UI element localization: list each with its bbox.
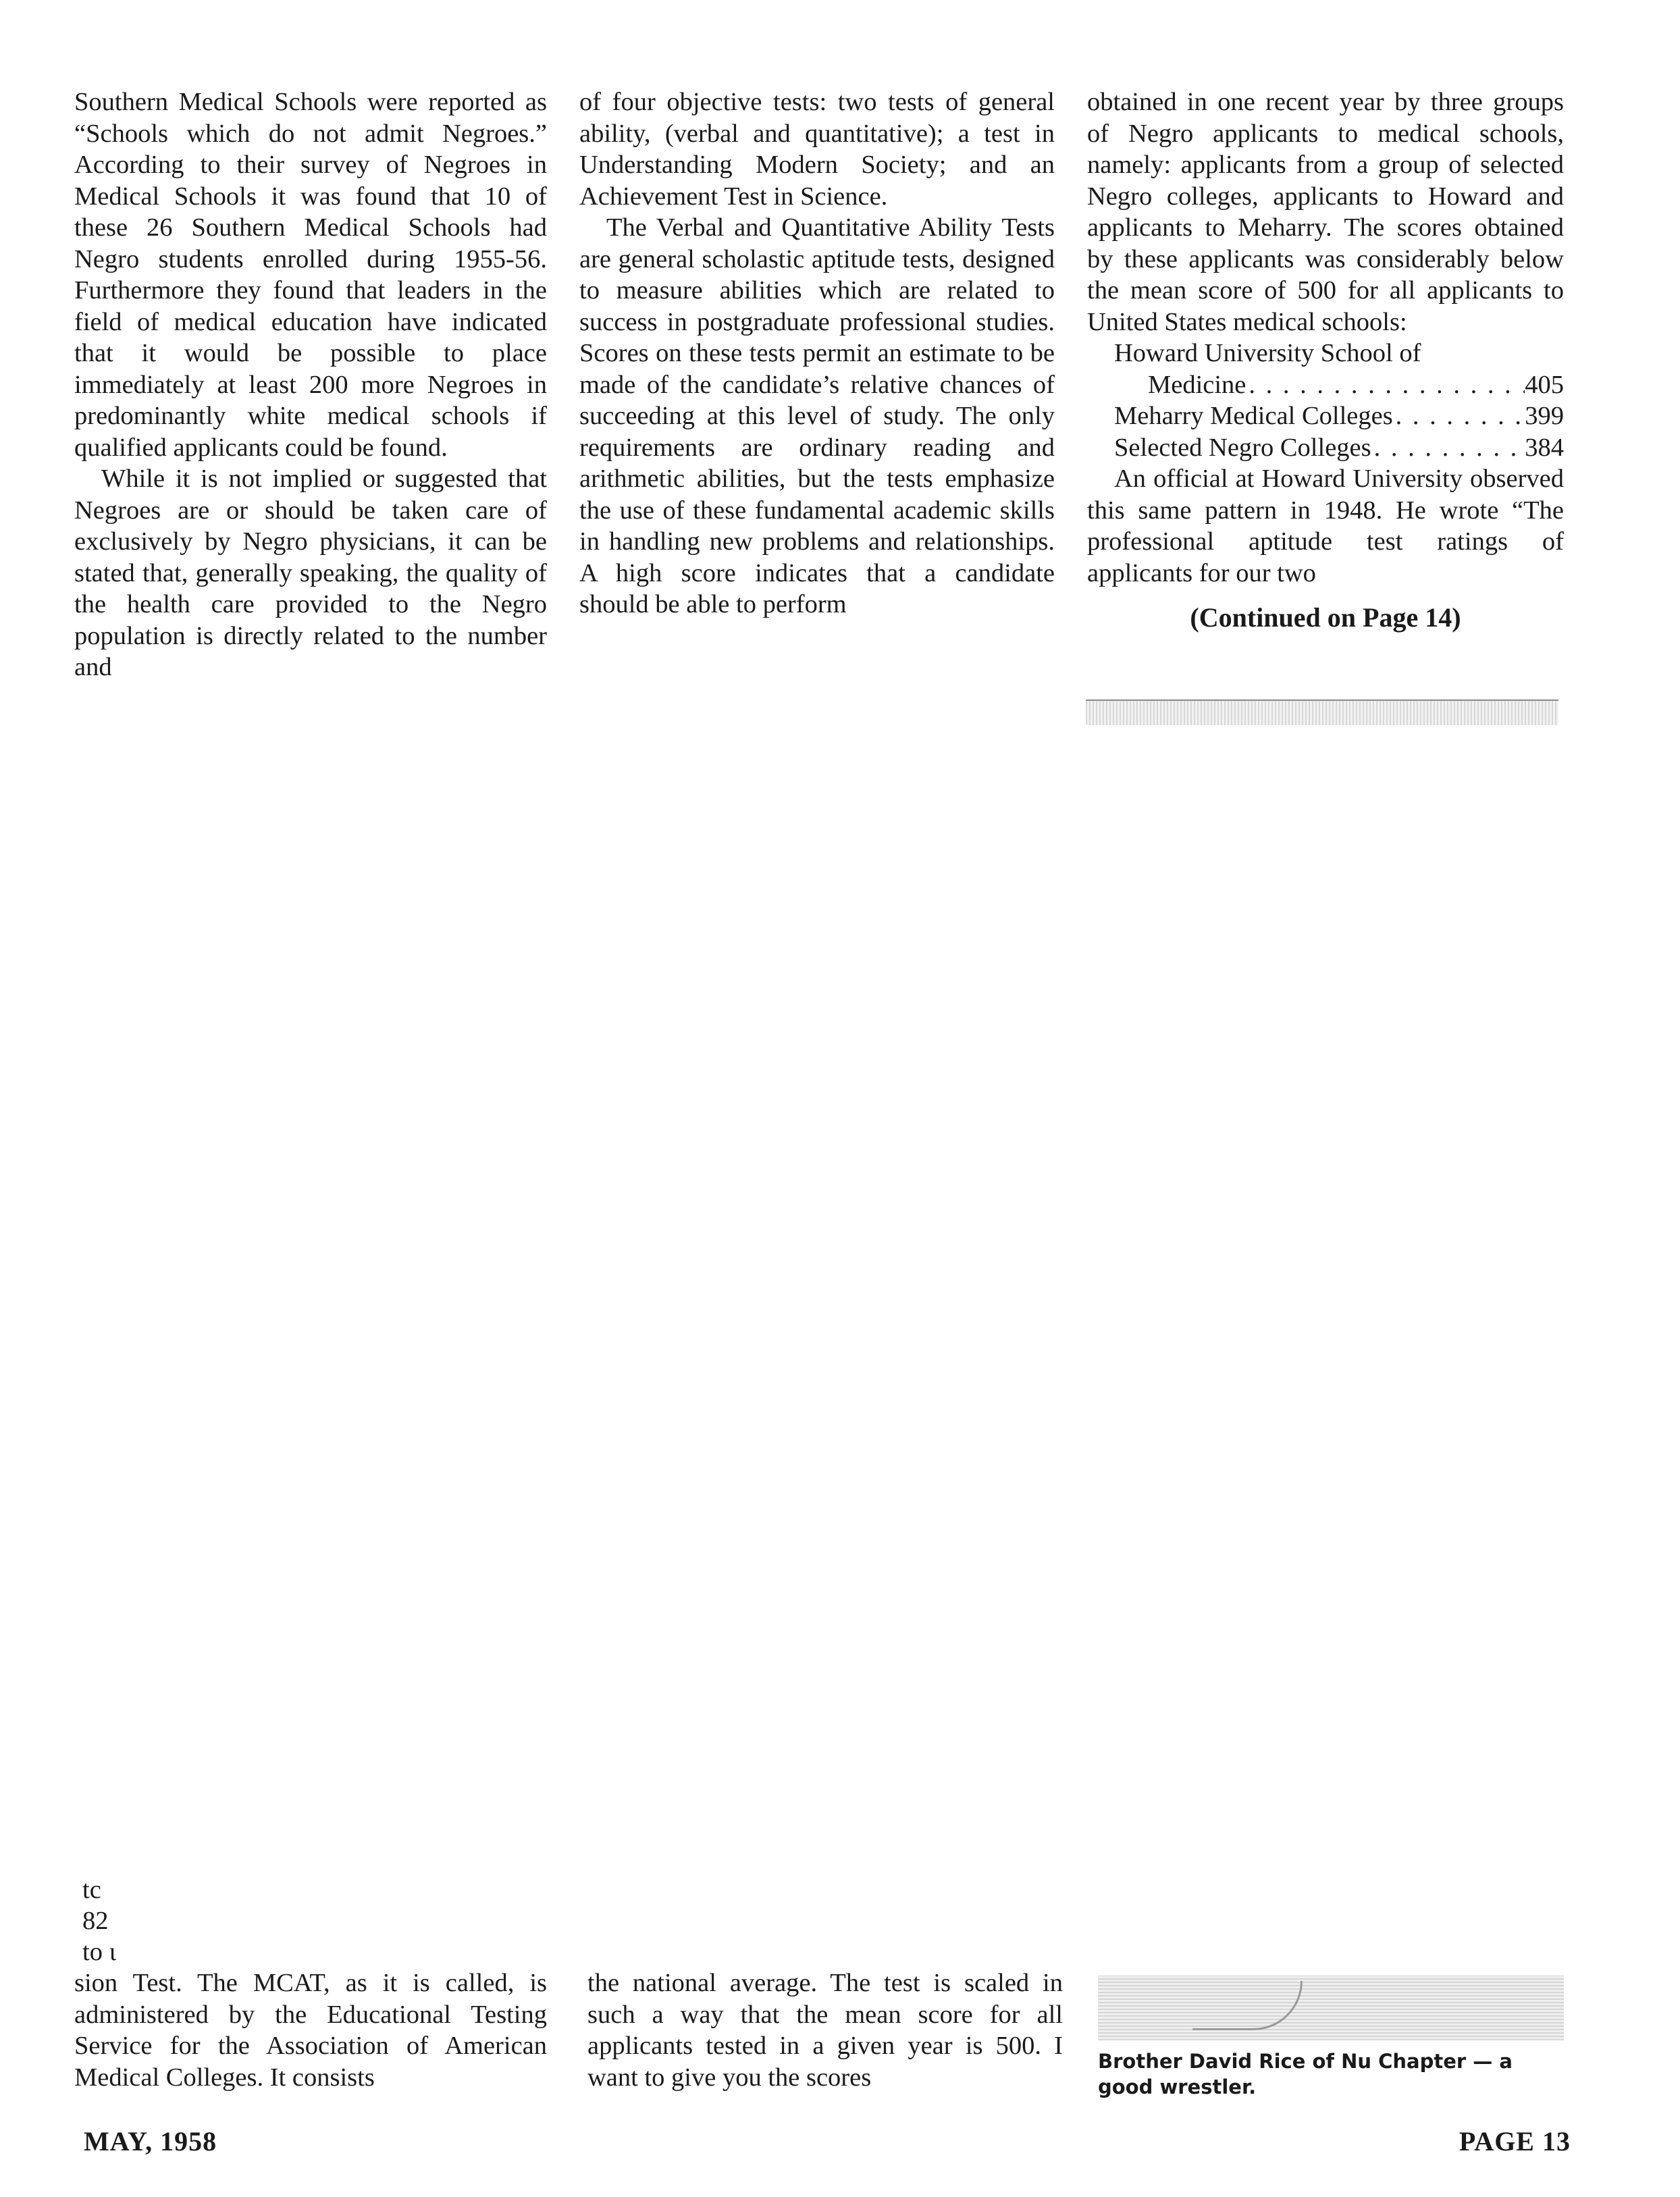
article-column-left [74,86,547,683]
photo-caption: Brother David Rice of Nu Chapter — a good wrestler. [1098,2050,1513,2098]
scores-label: Medicine [1148,370,1246,399]
cut-off-text-fragment: 82 [82,1907,109,1935]
continued-notice: (Continued on Page 14) [1190,602,1461,633]
photo-bottom-edge [1098,1976,1564,2040]
paragraph: The Verbal and Quantitative Ability Tests are general scholastic aptitude tests, designed to measure abilities which are related to success in postgraduate professional studies. Scores on these tests permit an estimate to be made of the candidate’s relative chances of succeeding at this level of study. The only requirements are ordinary reading and arithmetic abilities, but the tests emphasize the use of these fundamental academic skills in handling new problems and relationships. A high score indicates that a candidate should be able to perform [579,213,1055,618]
page-number: PAGE 13 [1459,2126,1571,2156]
scores-label: Meharry Medical Colleges [1114,402,1393,430]
article-column-left-bottom: sion Test. The MCAT, as it is called, is administered by the Educational Testing Service for the Association of American Medical Colleges. It consists [74,1969,547,2092]
scores-row [1087,432,1564,464]
scores-row [1087,369,1564,401]
article-column-right [1087,86,1564,634]
article-column-middle-bottom: the national average. The test is scaled in such a way that the mean score for all applicants tested in a given year is 500. I want to give you the scores [587,1969,1063,2092]
paragraph: obtained in one recent year by three groups of Negro applicants to medical schools, namely: applicants from a group of selected Negro colleges, applicants to Howard and applicants to Meharry. The scores obtained by these applicants was considerably below the mean score of 500 for all applicants to United States medical schools: [1087,88,1564,336]
photo-top-edge [1086,699,1558,725]
scores-label: Howard University School of [1114,339,1421,367]
scores-row [1087,338,1564,369]
leader-dots [1371,432,1525,464]
leader-dots [1393,400,1525,432]
leader-dots [1246,369,1525,401]
paragraph: An official at Howard University observed this same pattern in 1948. He wrote “The professional aptitude test ratings of applicants for our two [1087,465,1564,587]
article-column-middle [579,86,1055,620]
scores-table [1087,338,1564,463]
paragraph: Southern Medical Schools were reported as “Schools which do not admit Negroes.” According to their survey of Negroes in Medical Schools it was found that 10 of these 26 Southern Medical Schools had Negro students enrolled during 1955-56. Furthermore they found that leaders in the field of medical education have indicated that it would be possible to place immediately at least 200 more Negroes in predominantly white medical schools if qualified applicants could be found. [74,88,547,462]
cut-off-text-fragment: tc [82,1876,101,1904]
photo-detail [1192,1981,1303,2030]
scores-value: 405 [1525,370,1564,399]
scores-value: 399 [1525,402,1564,430]
scores-row [1087,400,1564,432]
paragraph: of four objective tests: two tests of general ability, (verbal and quantitative); a test in Understanding Modern Society; and an Achievement Test in Science. [579,88,1055,211]
footer-date: MAY, 1958 [84,2126,217,2156]
paragraph: While it is not implied or suggested that Negroes are or should be taken care of exclusively by Negro physicians, it can be stated that, generally speaking, the quality of the health care provided to the Negro population is directly related to the number and [74,465,547,681]
scores-label: Selected Negro Colleges [1114,433,1371,462]
cut-off-text-fragment: to ι [82,1938,116,1966]
scores-value: 384 [1525,433,1564,462]
